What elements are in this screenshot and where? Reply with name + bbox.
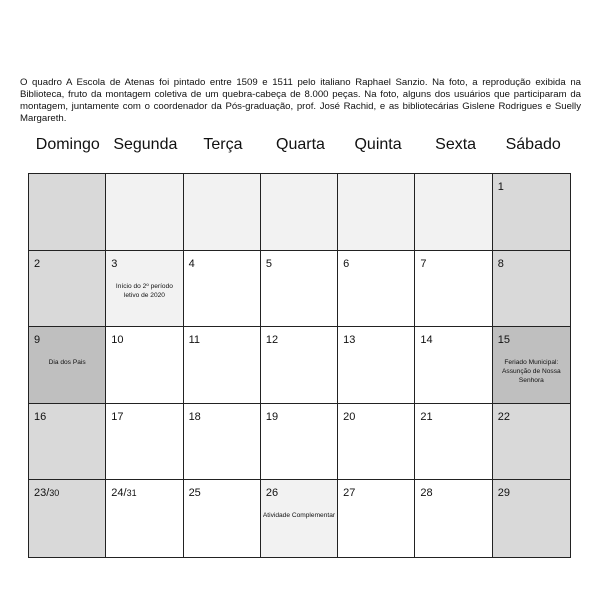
- event-note: Início do 2º período letivo de 2020: [115, 282, 173, 299]
- event-note: Feriado Municipal: Assunção de Nossa Senhora: [502, 359, 561, 385]
- day-number-text: 13: [343, 334, 356, 347]
- weekday-thursday: Quinta: [354, 136, 402, 153]
- day-number: [111, 411, 123, 424]
- day-number-text: 21: [420, 410, 433, 423]
- day-number-text: 24/: [111, 487, 127, 500]
- calendar-day-cell: [184, 251, 261, 328]
- day-number: [111, 334, 123, 347]
- day-number-text: 25: [188, 487, 201, 500]
- calendar-day-cell: [29, 251, 106, 328]
- day-number-text: 28: [420, 487, 433, 500]
- day-number-text: 11: [188, 334, 200, 347]
- day-number: [498, 258, 504, 271]
- calendar-day-cell: [106, 251, 183, 328]
- day-number-text: 22: [497, 410, 510, 423]
- day-number: [343, 411, 355, 424]
- calendar-empty-cell: [415, 174, 492, 251]
- day-number: [498, 411, 510, 424]
- calendar-day-cell: [184, 480, 261, 557]
- calendar-empty-cell: [106, 174, 183, 251]
- day-number: [420, 411, 432, 424]
- day-number-text: 9: [34, 334, 41, 347]
- calendar-day-cell: [261, 327, 338, 404]
- day-number: [266, 258, 272, 271]
- day-number: [266, 334, 278, 347]
- day-number: [189, 411, 201, 424]
- day-number-text: 18: [188, 410, 201, 423]
- day-number: [34, 258, 40, 271]
- calendar-empty-cell: [184, 174, 261, 251]
- day-number: [498, 181, 504, 194]
- calendar-empty-cell: [261, 174, 338, 251]
- day-number: [343, 258, 349, 271]
- day-number-text: 14: [420, 334, 433, 347]
- day-number-text: 27: [343, 487, 356, 500]
- calendar-day-cell: [106, 480, 183, 557]
- calendar-day-cell: [493, 404, 570, 481]
- day-number-text: 26: [265, 487, 279, 500]
- calendar-day-cell: [338, 327, 415, 404]
- day-number: [498, 487, 510, 500]
- day-number: [111, 487, 136, 500]
- day-number: [266, 487, 278, 500]
- calendar-day-cell: [493, 174, 570, 251]
- weekday-monday: Segunda: [113, 136, 178, 153]
- calendar-day-cell: [261, 404, 338, 481]
- event-note: Atividade Complementar: [262, 512, 336, 520]
- day-number: [34, 411, 46, 424]
- day-number-text: 2: [34, 257, 41, 270]
- day-number-text: 8: [497, 257, 504, 270]
- day-number-text: 1: [497, 181, 504, 193]
- calendar-day-cell: [338, 480, 415, 557]
- calendar-day-cell: [338, 404, 415, 481]
- day-number: [420, 487, 432, 500]
- day-number-text: 3: [111, 257, 118, 270]
- day-number: [189, 258, 195, 271]
- day-number-text: 23/: [34, 487, 50, 500]
- day-number-text: 4: [188, 257, 195, 270]
- day-number-text: 16: [34, 410, 47, 423]
- day-number: [34, 487, 59, 500]
- calendar-day-cell: [415, 404, 492, 481]
- calendar-day-cell: [29, 480, 106, 557]
- day-number: [343, 334, 355, 347]
- day-number-text: 12: [265, 334, 279, 347]
- calendar-day-cell: [261, 251, 338, 328]
- calendar-day-cell: [493, 480, 570, 557]
- calendar-day-cell: [415, 327, 492, 404]
- day-number: [266, 411, 278, 424]
- calendar-day-cell: [29, 327, 106, 404]
- event-note: Dia dos Pais: [48, 359, 86, 367]
- calendar-day-cell: [184, 327, 261, 404]
- day-number-text: 5: [265, 257, 272, 270]
- day-number: [111, 258, 117, 271]
- calendar-day-cell: [493, 251, 570, 328]
- weekday-header: [29, 135, 572, 159]
- weekday-wednesday: Quarta: [276, 136, 325, 153]
- day-number: [420, 334, 432, 347]
- calendar-grid: [28, 173, 571, 558]
- calendar-day-cell: [338, 251, 415, 328]
- calendar-day-cell: [29, 404, 106, 481]
- calendar-day-cell: [415, 251, 492, 328]
- day-number-second: 31: [126, 488, 137, 499]
- calendar-day-cell: [106, 404, 183, 481]
- calendar-day-cell: [415, 480, 492, 557]
- calendar-day-cell: [261, 480, 338, 557]
- calendar-day-cell: [184, 404, 261, 481]
- day-number: [189, 487, 201, 500]
- day-number-text: 17: [111, 410, 124, 423]
- day-number-text: 19: [265, 410, 279, 423]
- day-number: [498, 334, 510, 347]
- day-number: [343, 487, 355, 500]
- day-number-text: 15: [497, 334, 510, 347]
- day-number-text: 7: [420, 257, 427, 270]
- calendar-empty-cell: [29, 174, 106, 251]
- day-number-text: 6: [343, 257, 350, 270]
- calendar-day-cell: [106, 327, 183, 404]
- day-number: [189, 334, 200, 347]
- day-number-text: 20: [343, 410, 356, 423]
- day-number-second: 30: [49, 488, 60, 499]
- day-number-text: 29: [497, 487, 510, 500]
- photo-caption: O quadro A Escola de Atenas foi pintado entre 1509 e 1511 pelo italiano Raphael Sanzio. Na foto, a reprodução exibida na Biblioteca, fruto da montagem coletiva de um quebra-cabeça de 8.000 peças. Na foto, alguns dos usuários que participaram da montagem, juntamente com o coordenador da Pós-graduação, prof. José Rachid, e as bibliotecárias Gislene Rodrigues e Suelly Margareth.: [20, 76, 581, 124]
- calendar-empty-cell: [338, 174, 415, 251]
- weekday-tuesday: Terça: [203, 136, 243, 153]
- calendar-day-cell: [493, 327, 570, 404]
- day-number: [34, 334, 40, 347]
- weekday-friday: Sexta: [435, 136, 477, 153]
- weekday-sunday: Domingo: [35, 136, 100, 153]
- day-number: [420, 258, 426, 271]
- day-number-text: 10: [111, 334, 124, 347]
- weekday-saturday: Sábado: [505, 136, 561, 153]
